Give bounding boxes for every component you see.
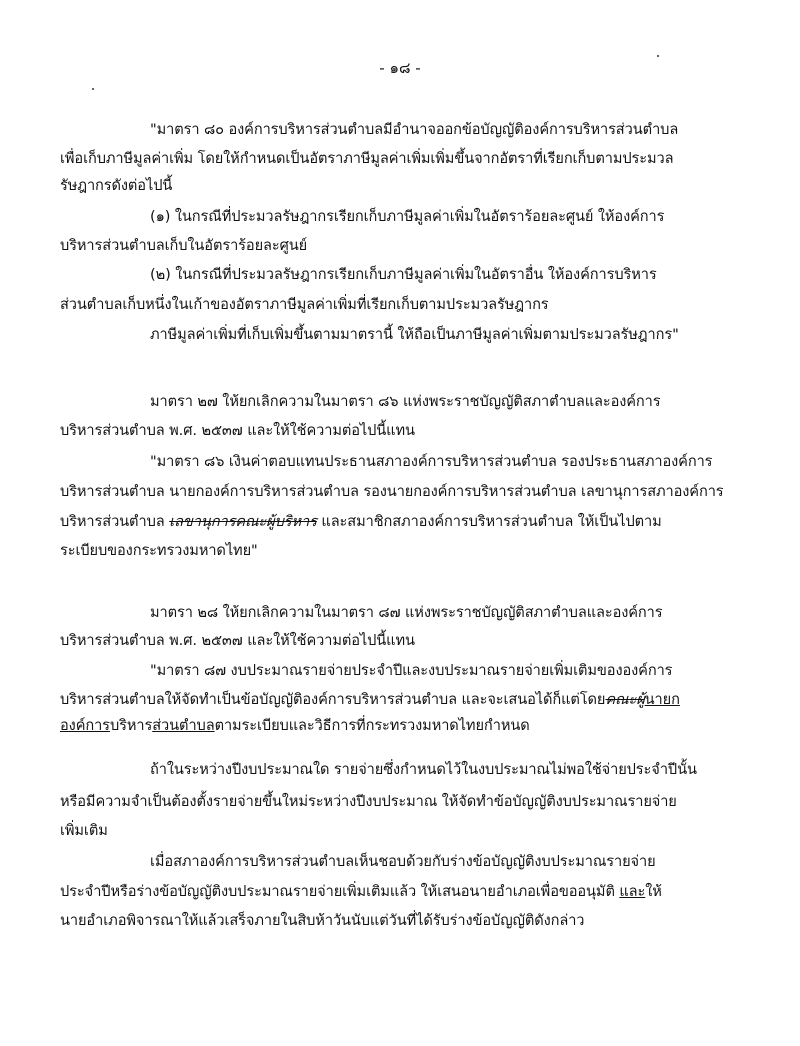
text-run: และสมาชิกสภาองค์การบริหารส่วนตำบล ให้เป็นไปตาม <box>316 513 662 530</box>
underlined-text: องค์การ <box>60 717 110 734</box>
underlined-text: และ <box>619 883 646 900</box>
section-86-quote-line: ระเบียบของกระทรวงมหาดไทย" <box>60 542 258 559</box>
section-86-quote-line <box>60 510 662 534</box>
section-80-closing: ภาษีมูลค่าเพิ่มที่เก็บเพิ่มขึ้นตามมาตรานี้ ให้ถือเป็นภาษีมูลค่าเพิ่มตามประมวลรัษฎากร" <box>150 326 679 343</box>
section-87-quote-line <box>60 714 530 738</box>
section-80-quote-line: "มาตรา ๘๐ องค์การบริหารส่วนตำบลมีอำนาจออกข้อบัญญัติองค์การบริหารส่วนตำบล <box>150 121 679 138</box>
underlined-text: นายก <box>644 691 680 708</box>
section-86-quote-line: บริหารส่วนตำบล นายกองค์การบริหารส่วนตำบล รองนายกองค์การบริหารส่วนตำบล เลขานุการสภาองค์การ <box>60 483 724 500</box>
scan-speck <box>92 88 94 90</box>
section-86-quote-line: "มาตรา ๘๖ เงินค่าตอบแทนประธานสภาองค์การบริหารส่วนตำบล รองประธานสภาองค์การ <box>150 453 713 470</box>
text-run: บริหาร <box>109 717 153 734</box>
section-80-item-1: บริหารส่วนตำบลเก็บในอัตราร้อยละศูนย์ <box>60 237 308 254</box>
scan-speck <box>657 55 659 57</box>
struck-text: คณะผู้ <box>605 691 645 708</box>
text-run: ให้ <box>645 883 662 900</box>
section-87-quote-line <box>60 688 680 712</box>
amendment-28-line: มาตรา ๒๘ ให้ยกเลิกความในมาตรา ๘๗ แห่งพระราชบัญญัติสภาตำบลและองค์การ <box>150 604 663 621</box>
section-80-item-1: (๑) ในกรณีที่ประมวลรัษฎากรเรียกเก็บภาษีมูลค่าเพิ่มในอัตราร้อยละศูนย์ ให้องค์การ <box>150 208 665 225</box>
section-87-paragraph-3: นายอำเภอพิจารณาให้แล้วเสร็จภายในสิบห้าวันนับแต่วันที่ได้รับร่างข้อบัญญัติดังกล่าว <box>60 912 585 929</box>
text-run: บริหารส่วนตำบล <box>60 513 170 530</box>
section-87-paragraph-2: เพิ่มเติม <box>60 822 108 839</box>
text-run: ประจำปีหรือร่างข้อบัญญัติงบประมาณรายจ่ายเพิ่มเติมแล้ว ให้เสนอนายอำเภอเพื่อขออนุมัติ <box>60 883 620 900</box>
text-run: บริหารส่วนตำบลให้จัดทำเป็นข้อบัญญัติองค์การบริหารส่วนตำบล และจะเสนอได้ก็แต่โดย <box>60 691 606 708</box>
page-number: - ๑๘ - <box>379 59 421 77</box>
section-80-item-2: (๒) ในกรณีที่ประมวลรัษฎากรเรียกเก็บภาษีมูลค่าเพิ่มในอัตราอื่น ให้องค์การบริหาร <box>150 266 657 283</box>
amendment-27-line: มาตรา ๒๗ ให้ยกเลิกความในมาตรา ๘๖ แห่งพระราชบัญญัติสภาตำบลและองค์การ <box>150 393 661 410</box>
text-run: ตามระเบียบและวิธีการที่กระทรวงมหาดไทยกำหนด <box>214 717 530 734</box>
section-87-paragraph-3: เมื่อสภาองค์การบริหารส่วนตำบลเห็นชอบด้วยกับร่างข้อบัญญัติงบประมาณรายจ่าย <box>150 853 656 870</box>
section-87-paragraph-3 <box>60 880 662 904</box>
section-80-item-2: ส่วนตำบลเก็บหนึ่งในเก้าของอัตราภาษีมูลค่าเพิ่มที่เรียกเก็บตามประมวลรัษฎากร <box>60 296 549 313</box>
struck-text: เลขานุการคณะผู้บริหาร <box>169 513 317 530</box>
section-87-paragraph-2: ถ้าในระหว่างปีงบประมาณใด รายจ่ายซึ่งกำหนดไว้ในงบประมาณไม่พอใช้จ่ายประจำปีนั้น <box>150 761 697 778</box>
section-87-paragraph-2: หรือมีความจำเป็นต้องตั้งรายจ่ายขึ้นใหม่ระหว่างปีงบประมาณ ให้จัดทำข้อบัญญัติงบประมาณรายจ่าย <box>60 793 677 810</box>
section-80-quote-line: รัษฎากรดังต่อไปนี้ <box>60 177 173 194</box>
underlined-text: ส่วนตำบล <box>152 717 215 734</box>
section-87-quote-line: "มาตรา ๘๗ งบประมาณรายจ่ายประจำปีและงบประมาณรายจ่ายเพิ่มเติมขององค์การ <box>150 662 673 679</box>
amendment-27-line: บริหารส่วนตำบล พ.ศ. ๒๕๓๗ และให้ใช้ความต่อไปนี้แทน <box>60 422 415 439</box>
section-80-quote-line: เพื่อเก็บภาษีมูลค่าเพิ่ม โดยให้กำหนดเป็นอัตราภาษีมูลค่าเพิ่มเพิ่มขึ้นจากอัตราที่เรียกเก็บตามประมวล <box>60 150 674 167</box>
amendment-28-line: บริหารส่วนตำบล พ.ศ. ๒๕๓๗ และให้ใช้ความต่อไปนี้แทน <box>60 632 415 649</box>
